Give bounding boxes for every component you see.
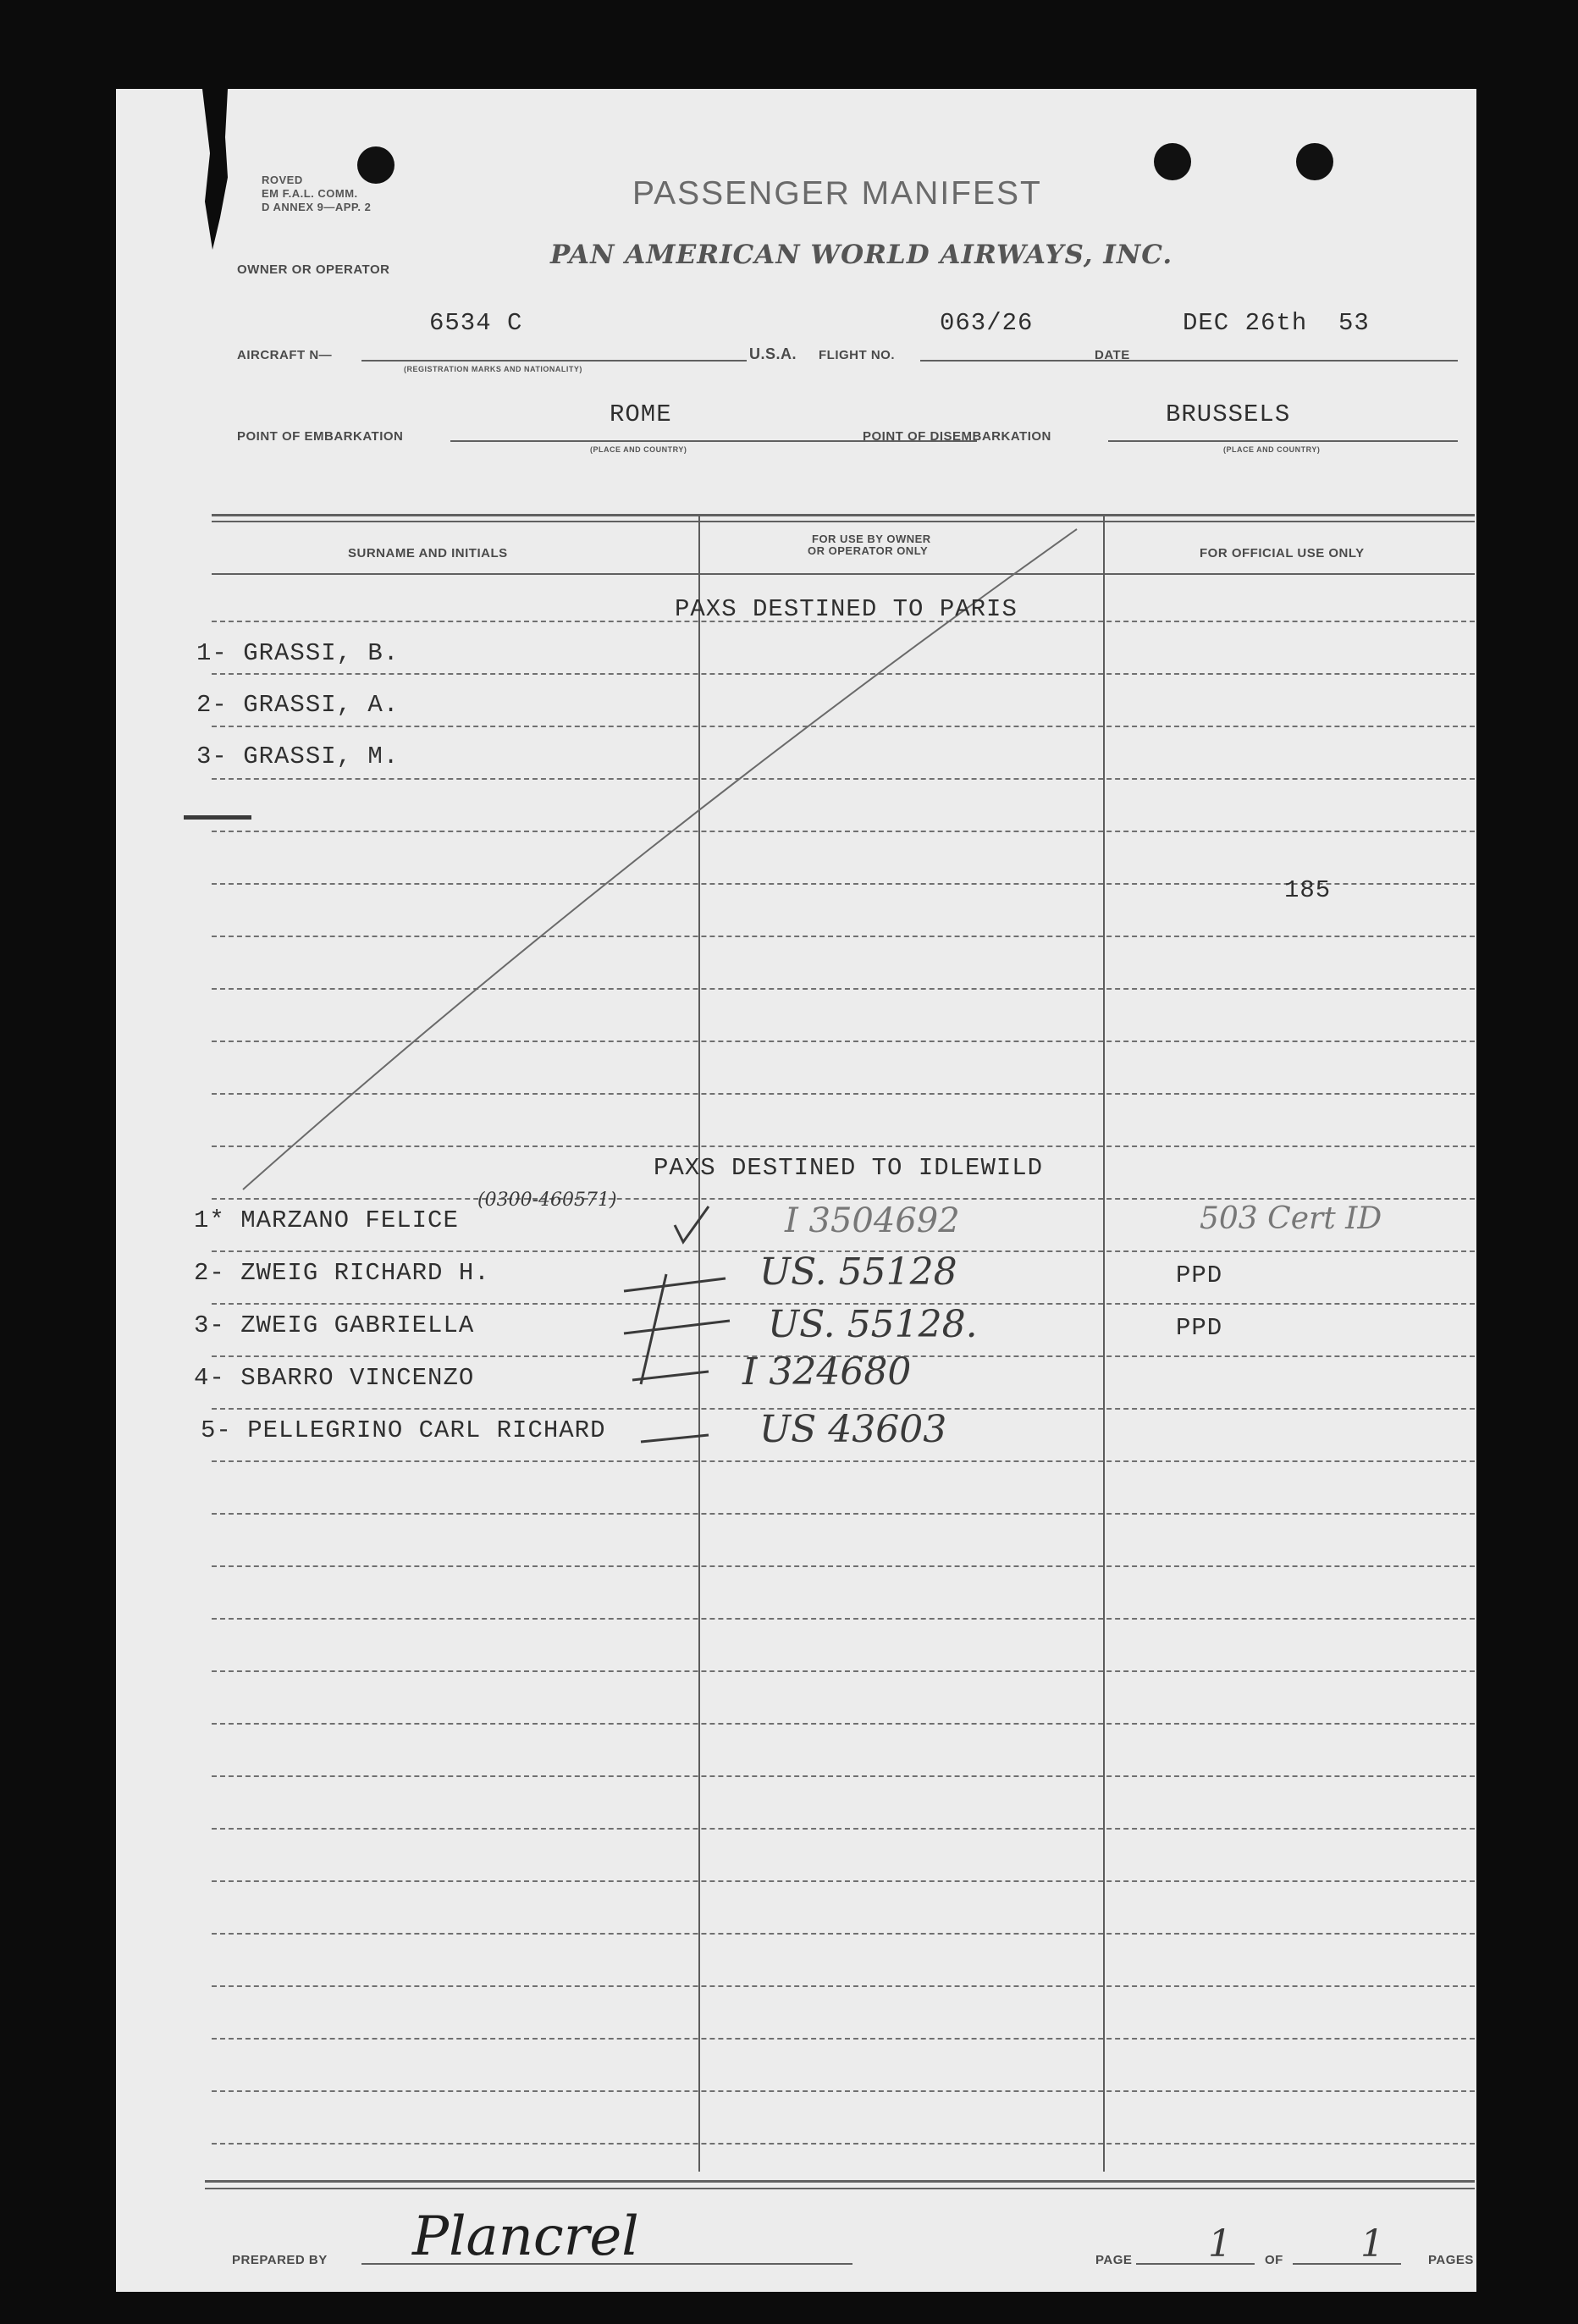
embarkation-value: ROME bbox=[610, 400, 672, 428]
passenger-note: (0300-460571) bbox=[477, 1190, 617, 1211]
row-rule bbox=[212, 1670, 1475, 1672]
passenger-row: 4- SBARRO VINCENZO bbox=[194, 1364, 475, 1392]
page-value: 1 bbox=[1208, 2222, 1232, 2266]
registration-caption: (REGISTRATION MARKS AND NATIONALITY) bbox=[404, 365, 582, 373]
column-header-surname: SURNAME AND INITIALS bbox=[348, 546, 508, 560]
date-value: DEC 26th 53 bbox=[1183, 309, 1370, 337]
owner-label: OWNER OR OPERATOR bbox=[237, 262, 390, 277]
usa-label: U.S.A. bbox=[749, 345, 797, 362]
embarkation-label: POINT OF EMBARKATION bbox=[237, 429, 404, 444]
group-heading-paris: PAXS DESTINED TO PARIS bbox=[675, 595, 1018, 623]
row-rule bbox=[212, 2143, 1475, 2145]
check-marks bbox=[116, 89, 1476, 1613]
passenger-row: 3- GRASSI, M. bbox=[196, 742, 400, 770]
passenger-row: 1* MARZANO FELICE bbox=[194, 1206, 459, 1234]
flight-label: FLIGHT NO. bbox=[819, 348, 895, 362]
row-rule bbox=[212, 2038, 1475, 2040]
embarkation-caption: (PLACE AND COUNTRY) bbox=[590, 445, 687, 454]
row-rule bbox=[212, 2090, 1475, 2092]
manifest-sheet bbox=[116, 89, 1476, 2292]
page-label: PAGE bbox=[1095, 2253, 1133, 2267]
row-rule bbox=[212, 1775, 1475, 1777]
row-rule bbox=[212, 1828, 1475, 1830]
pages-value: 1 bbox=[1360, 2222, 1384, 2266]
column-header-official: FOR OFFICIAL USE ONLY bbox=[1200, 546, 1365, 560]
owner-use-entry: US 43603 bbox=[759, 1408, 947, 1451]
disembarkation-value: BRUSSELS bbox=[1166, 400, 1291, 428]
row-rule bbox=[212, 1933, 1475, 1935]
approval-line: EM F.A.L. COMM. bbox=[262, 187, 358, 200]
passenger-row: 2- GRASSI, A. bbox=[196, 691, 400, 719]
column-header-owner-use: OR OPERATOR ONLY bbox=[808, 544, 929, 557]
airline-name: PAN AMERICAN WORLD AIRWAYS, INC. bbox=[550, 240, 1173, 270]
passenger-row: 5- PELLEGRINO CARL RICHARD bbox=[201, 1416, 606, 1444]
column-header-owner-use: FOR USE BY OWNER bbox=[812, 533, 931, 545]
row-rule bbox=[212, 1618, 1475, 1620]
aircraft-value: 6534 C bbox=[429, 309, 523, 337]
official-entry: PPD bbox=[1176, 1261, 1223, 1289]
approval-line: ROVED bbox=[262, 174, 303, 186]
row-rule bbox=[212, 1723, 1475, 1725]
group-heading-idlewild: PAXS DESTINED TO IDLEWILD bbox=[654, 1154, 1044, 1182]
flight-value: 063/26 bbox=[940, 309, 1034, 337]
row-rule bbox=[212, 1985, 1475, 1987]
passenger-row: 1- GRASSI, B. bbox=[196, 639, 400, 667]
owner-use-entry: I 324680 bbox=[742, 1350, 912, 1394]
approval-line: D ANNEX 9—APP. 2 bbox=[262, 201, 372, 213]
pages-label: PAGES bbox=[1428, 2253, 1474, 2267]
aircraft-label: AIRCRAFT N— bbox=[237, 348, 333, 362]
row-rule bbox=[212, 1880, 1475, 1882]
table-bottom-border bbox=[205, 2180, 1475, 2183]
date-label: DATE bbox=[1095, 348, 1130, 362]
owner-use-entry: US. 55128 bbox=[759, 1250, 957, 1294]
form-title: PASSENGER MANIFEST bbox=[632, 175, 1042, 212]
owner-use-entry: US. 55128. bbox=[768, 1303, 978, 1346]
passenger-row: 2- ZWEIG RICHARD H. bbox=[194, 1259, 490, 1287]
official-number: 185 bbox=[1284, 876, 1332, 904]
passenger-row: 3- ZWEIG GABRIELLA bbox=[194, 1311, 475, 1339]
official-entry: 503 Cert ID bbox=[1200, 1201, 1382, 1236]
of-label: OF bbox=[1265, 2253, 1283, 2267]
official-entry: PPD bbox=[1176, 1314, 1223, 1342]
owner-use-entry: I 3504692 bbox=[785, 1201, 960, 1240]
prepared-signature: Plancrel bbox=[412, 2205, 639, 2268]
disembarkation-caption: (PLACE AND COUNTRY) bbox=[1223, 445, 1321, 454]
disembarkation-label: POINT OF DISEMBARKATION bbox=[863, 429, 1051, 444]
prepared-label: PREPARED BY bbox=[232, 2253, 328, 2267]
